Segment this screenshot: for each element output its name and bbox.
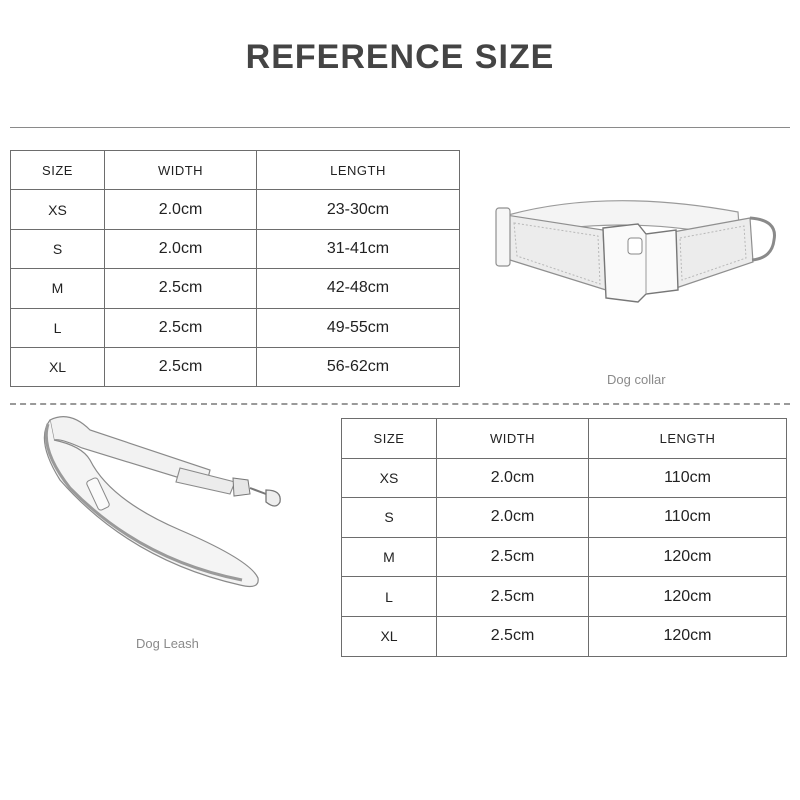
length-cell: 120cm xyxy=(589,577,787,617)
table-row xyxy=(342,458,787,498)
width-cell: 2.0cm xyxy=(437,458,589,498)
table-row xyxy=(11,269,460,308)
header-width: WIDTH xyxy=(105,151,257,190)
size-cell: L xyxy=(342,577,437,617)
header-width: WIDTH xyxy=(437,419,589,459)
length-cell: 120cm xyxy=(589,537,787,577)
width-cell: 2.5cm xyxy=(105,347,257,386)
header-size: SIZE xyxy=(11,151,105,190)
page-title: REFERENCE SIZE xyxy=(245,38,555,76)
length-cell: 110cm xyxy=(589,458,787,498)
size-cell: XL xyxy=(342,616,437,656)
size-cell: L xyxy=(11,308,105,347)
size-cell: XL xyxy=(11,347,105,386)
size-cell: S xyxy=(11,229,105,268)
table-row xyxy=(342,577,787,617)
width-cell: 2.0cm xyxy=(105,229,257,268)
width-cell: 2.5cm xyxy=(437,537,589,577)
section-divider xyxy=(10,403,790,405)
size-cell: M xyxy=(342,537,437,577)
size-cell: XS xyxy=(342,458,437,498)
width-cell: 2.5cm xyxy=(105,269,257,308)
width-cell: 2.0cm xyxy=(437,498,589,538)
table-row xyxy=(11,229,460,268)
dog-leash-image xyxy=(30,410,290,620)
length-cell: 42-48cm xyxy=(257,269,460,308)
length-cell: 110cm xyxy=(589,498,787,538)
length-cell: 31-41cm xyxy=(257,229,460,268)
leash-caption: Dog Leash xyxy=(136,636,199,651)
header-length: LENGTH xyxy=(257,151,460,190)
dog-collar-image xyxy=(488,190,778,310)
title-divider xyxy=(10,127,790,128)
header-length: LENGTH xyxy=(589,419,787,459)
table-row xyxy=(342,498,787,538)
size-cell: XS xyxy=(11,190,105,229)
length-cell: 49-55cm xyxy=(257,308,460,347)
table-row xyxy=(342,537,787,577)
table-header-row xyxy=(342,419,787,459)
table-row xyxy=(11,308,460,347)
width-cell: 2.0cm xyxy=(105,190,257,229)
collar-caption: Dog collar xyxy=(607,372,666,387)
width-cell: 2.5cm xyxy=(437,616,589,656)
width-cell: 2.5cm xyxy=(105,308,257,347)
table-row xyxy=(342,616,787,656)
length-cell: 120cm xyxy=(589,616,787,656)
table-row xyxy=(11,347,460,386)
size-cell: M xyxy=(11,269,105,308)
length-cell: 56-62cm xyxy=(257,347,460,386)
table-header-row xyxy=(11,151,460,190)
length-cell: 23-30cm xyxy=(257,190,460,229)
collar-size-table xyxy=(10,150,460,387)
width-cell: 2.5cm xyxy=(437,577,589,617)
size-cell: S xyxy=(342,498,437,538)
header-size: SIZE xyxy=(342,419,437,459)
table-row xyxy=(11,190,460,229)
leash-size-table xyxy=(341,418,787,657)
